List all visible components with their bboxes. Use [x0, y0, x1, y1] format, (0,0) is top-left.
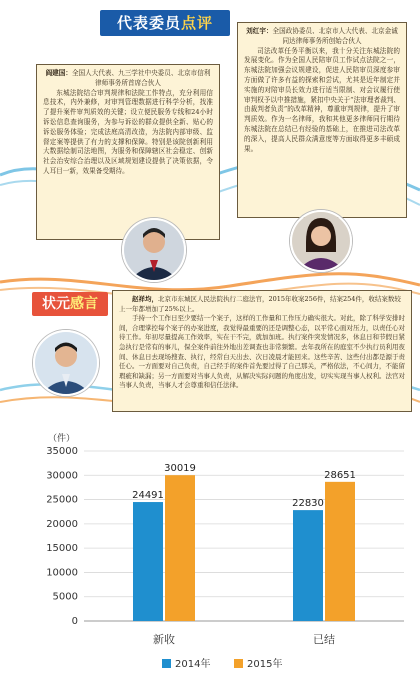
legend-label: 2015年 — [247, 659, 283, 670]
commentator-title: 全国人大代表、九三学社中央委员、北京市信利律师事务所首席合伙人 — [71, 69, 211, 87]
data-label: 22830 — [292, 498, 324, 510]
banner-prefix: 代表委员 — [116, 14, 181, 32]
champion-words-banner — [32, 292, 108, 316]
y-tick-label: 5000 — [52, 591, 78, 603]
x-tick-label: 已结 — [313, 633, 335, 646]
champion-intro — [119, 295, 405, 314]
portrait-zhao-xiangjun — [33, 330, 99, 396]
y-tick-label: 35000 — [46, 446, 78, 457]
unit-label: （件） — [48, 434, 76, 444]
commentary-body: 东城法院结合审判规律和法院工作特点，充分利用信息技术，内外兼修，对审判管理数据进行科学分析，找准了提升案件审判质效的关键；设立便民服务专线和24小时诉讼信息查询服务，为参与诉讼的群众提供全新、贴心的诉讼服务体验；完成法庭高清改造，为法院内部审级、监督定案等提供了有力的支撑和保障。特别是该院创新利用大数据绘制司法地图，为服务和保障辖区社会稳定、创新社会治安综合治理以及区域规划建设提供了决策依据，令人耳目一新，效果备受期待。 — [43, 88, 213, 175]
bar — [293, 510, 323, 621]
champion-box — [112, 290, 412, 412]
y-tick-label: 20000 — [46, 518, 78, 530]
legend-swatch — [234, 659, 243, 668]
y-tick-label: 25000 — [46, 494, 78, 506]
banner-prefix: 状元 — [42, 296, 70, 312]
y-tick-label: 15000 — [46, 543, 78, 555]
commentary-box-yan — [36, 64, 220, 240]
y-tick-label: 0 — [71, 616, 78, 627]
champion-name: 赵祥均， — [132, 295, 158, 303]
commentary-body: 司法改革任务平衡以来，我十分关注东城法院的发展变化。作为全国人民陪审员工作试点法院之一，东城法院加强会议规建设，促进人民陪审员深度参审方面做了许多有益的探索和尝试，尤其是近年制定并实施的对陪审员长效力进行适当限制、对会议履行使审判权予以中推措施，紧扣中央关于“法审理者裁判、由裁判者负责”的改革精神，尊重审判规律，提升了审判质效。作为一名律师，我和其他更多律师同行期待东城法院在总结已有经验的基础上，在推进司法改革的深入，提高人民群众满意度等方面取得更多丰硕成果。 — [244, 46, 400, 153]
bar — [325, 482, 355, 621]
commentary-header — [244, 27, 400, 47]
commentator-title: 全国政协委员、北京市人大代表、北京金诚同达律师事务所创始合伙人 — [272, 27, 398, 45]
banner-accent: 点评 — [181, 14, 214, 32]
portrait-yan-jianguo — [122, 218, 186, 282]
data-label: 30019 — [164, 463, 196, 475]
commentator-name: 刘红宇： — [246, 27, 273, 35]
y-tick-label: 10000 — [46, 567, 78, 579]
commentator-name: 阎建国： — [45, 69, 72, 77]
bar-chart-svg — [12, 425, 412, 683]
legend-swatch — [162, 659, 171, 668]
commentary-header — [43, 69, 213, 89]
x-tick-label: 新收 — [153, 633, 175, 646]
representatives-commentary-banner — [100, 10, 230, 36]
bar — [165, 475, 195, 621]
data-label: 28651 — [324, 469, 356, 481]
champion-body: 手持一个工作日至少要结一个案子，这样的工作量和工作压力确实很大。对此，除了科学安排时间，合理掌控每个案子的办案进度，我觉得最重要的还是调整心态，以平常心面对压力，以责任心对待工作。年初尽量提高工作效率，实在干不完，就加加班。执行案件突发情况多，休息日和节假日紧急执行是常有的事儿，保全案件前往外地出差调查也非常频繁。去年我所在的庭室不少执行员利用夜间、休息日去现场搜查、执行，经常白天出去、次日凌晨才能回来。这些辛苦、这些付出都是源于责任心。一方面要对自己负责，自己经手的案件首先要过得了自己那关，严格依法，不心间力，不能留瑕疵和缺漏；另一方面要对当事人负责，从解决实际问题的角度出发，切实实现当事人权利。法官对当事人负责，当事人才会尊重和信任法律。 — [119, 314, 405, 390]
y-tick-label: 30000 — [46, 470, 78, 482]
bar — [133, 502, 163, 621]
data-label: 24491 — [132, 490, 164, 502]
case-count-chart — [12, 425, 412, 683]
champion-intro-text: 北京市东城区人民法院执行二庭法官，2015年收案256件，结案254件，收结案数较上一年都增加了25%以上。 — [119, 295, 401, 313]
banner-accent: 感言 — [70, 296, 98, 312]
commentary-box-liu — [237, 22, 407, 218]
legend-label: 2014年 — [175, 659, 211, 670]
portrait-liu-hongyu — [290, 210, 352, 272]
